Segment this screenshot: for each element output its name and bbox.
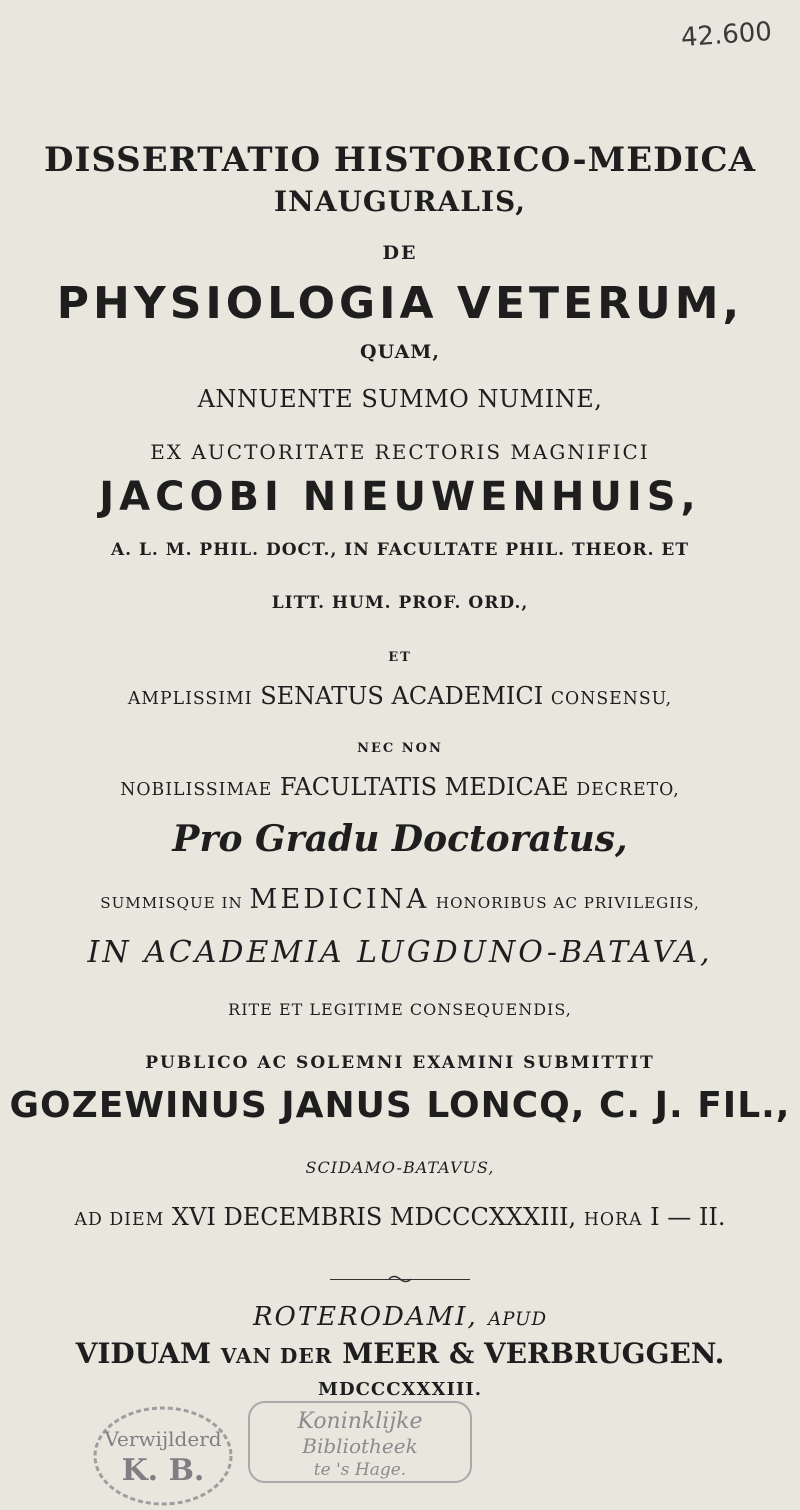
rector-titles-1: A. L. M. PHIL. DOCT., IN FACULTATE PHIL. THEOR. ET: [110, 540, 690, 560]
stamp-round-line2: K. B.: [121, 1453, 205, 1488]
nec-non-label: NEC NON: [357, 741, 443, 756]
annuente-line: ANNUENTE SUMMO NUMINE,: [197, 385, 603, 413]
stamp-rect-line3: te 's Hage.: [313, 1460, 407, 1480]
place-city: ROTERODAMI,: [252, 1302, 478, 1332]
ex-auctoritate-line: EX AUCTORITATE RECTORIS MAGNIFICI: [150, 440, 650, 464]
title-line-2: INAUGURALIS,: [274, 185, 526, 218]
date-hora-label: HORA: [583, 1210, 643, 1230]
senatus-main: SENATUS ACADEMICI: [260, 682, 544, 710]
summisque-main: MEDICINA: [249, 884, 430, 915]
facultas-pre: NOBILISSIMAE: [120, 780, 273, 800]
subject-title: PHYSIOLOGIA VETERUM,: [56, 278, 744, 329]
facultas-post: DECRETO,: [576, 780, 680, 800]
publico-line: PUBLICO AC SOLEMNI EXAMINI SUBMITTIT: [145, 1053, 655, 1073]
divider-ornament-icon: [388, 1274, 412, 1284]
summisque-post: HONORIBUS AC PRIVILEGIIS,: [435, 894, 700, 912]
senatus-pre: AMPLISSIMI: [127, 689, 253, 709]
rector-name: JACOBI NIEUWENHUIS,: [99, 474, 701, 520]
et-label: ET: [388, 650, 412, 665]
date-ad-diem: AD DIEM: [74, 1210, 165, 1230]
quam-label: QUAM,: [360, 341, 440, 363]
date-main: XVI DECEMBRIS MDCCCXXXIII,: [171, 1203, 577, 1231]
stamp-rect-line1: Koninklijke: [297, 1409, 423, 1434]
library-stamp-round: [88, 1398, 238, 1508]
stamp-round-line1: Verwijlderd: [104, 1427, 222, 1451]
facultas-main: FACULTATIS MEDICAE: [279, 773, 569, 801]
author-name: GOZEWINUS JANUS LONCQ, C. J. FIL.,: [9, 1085, 791, 1126]
place-line: [0, 1302, 800, 1332]
rite-line: RITE ET LEGITIME CONSEQUENDIS,: [228, 1000, 572, 1019]
summisque-line: [0, 884, 800, 915]
pro-gradu-line: Pro Gradu Doctoratus,: [172, 818, 628, 860]
de-label: DE: [382, 242, 418, 264]
library-stamp-rect: [245, 1398, 475, 1486]
in-academia-line: IN ACADEMIA LUGDUNO-BATAVA,: [87, 935, 713, 970]
place-apud: APUD: [488, 1309, 548, 1330]
author-origin: SCIDAMO-BATAVUS,: [305, 1158, 495, 1177]
publisher-van-der: VAN DER: [220, 1344, 333, 1368]
publisher-names: MEER & VERBRUGGEN.: [342, 1337, 725, 1370]
senatus-post: CONSENSU,: [550, 689, 673, 709]
date-line: [0, 1203, 800, 1231]
shelfmark: 42.600: [680, 16, 773, 54]
rector-titles-2: LITT. HUM. PROF. ORD.,: [271, 593, 529, 613]
facultas-line: [0, 773, 800, 801]
publisher-viduam: VIDUAM: [75, 1337, 211, 1370]
title-line-1: DISSERTATIO HISTORICO-MEDICA: [43, 140, 757, 180]
senatus-line: [0, 682, 800, 710]
publication-year: MDCCCXXXIII.: [318, 1379, 482, 1400]
date-hora: I — II.: [650, 1203, 726, 1231]
stamp-rect-line2: Bibliotheek: [302, 1434, 418, 1458]
publisher-line: [0, 1337, 800, 1370]
summisque-pre: SUMMISQUE IN: [100, 894, 243, 912]
